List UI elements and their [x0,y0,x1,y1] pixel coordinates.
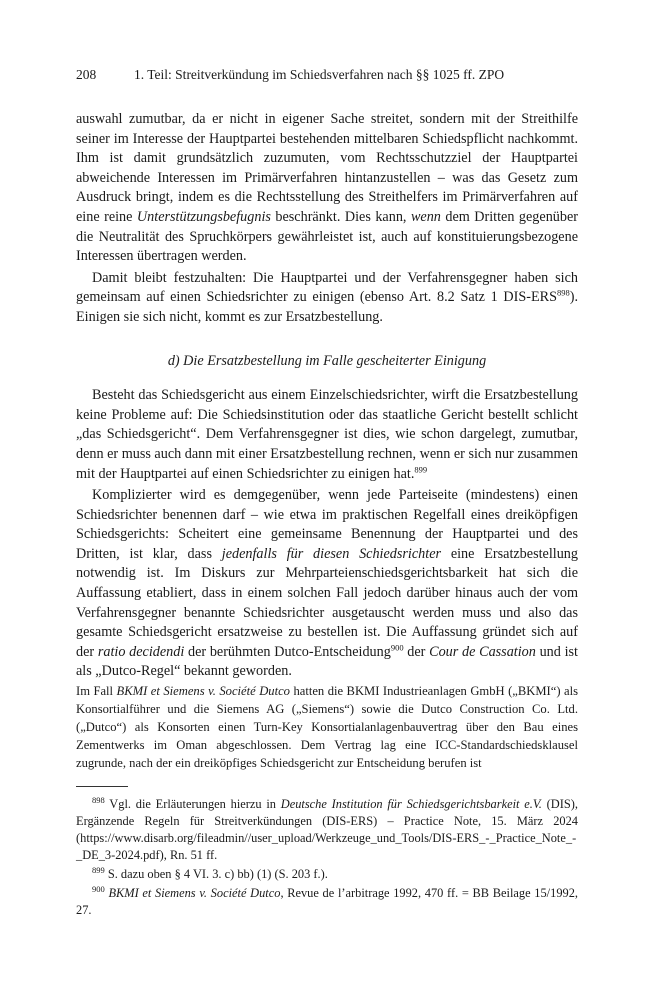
footnote-number: 900 [92,883,105,894]
text-run: Im Fall [76,684,117,699]
text-run: ). Einigen sie sich nicht, kommt es zur Ersatzbestellung. [76,289,578,325]
text-run: beschränkt. Dies kann, [270,208,411,225]
text-run: hatten die BKMI Industrieanlagen GmbH („BKMI“) als Konsortialführer und die Siemens AG („Siemens“) sowie die Dutco Construction Co. Ltd. („Dutco“) als Konsorten einen Turn-Key Konsortialanlagenbauvertrag über den Bau eines Zementwerks im Oman abgeschlossen. Dem Vertrag lag eine ICC-Standardschiedsklausel zugrunde, nach der ein dreiköpfiges Schiedsgericht zur Entscheidung berufen ist [76,684,578,771]
text-run: und ist als „Dutco-Regel“ bekannt geworden. [76,643,578,680]
italic-term: wenn [410,208,441,225]
text-run: Komplizierter wird es demgegenüber, wenn jede Parteiseite (mindestens) einen Schiedsrichter benennen darf – wie etwa im praktischen Regelfall eines dreiköpfigen Schiedsgerichts: Scheitert eine gemeinsame Benennung der Hauptpartei und des Dritten, ist klar, dass [76,487,578,562]
italic-term: BKMI et Siemens v. Société Dutco [116,684,290,699]
text-run: Damit bleibt festzuhalten: Die Hauptpartei und der Verfahrensgegner haben sich gemeinsam auf einen Schiedsrichter zu einigen (ebenso Art. 8.2 Satz 1 DIS-ERS [76,269,578,306]
footnote-898 [76,796,578,864]
footnote-number: 898 [92,794,105,805]
italic-term: Unterstützungsbefugnis [136,208,271,225]
running-title: 1. Teil: Streitverkündung im Schiedsverfahren nach §§ 1025 ff. ZPO [134,67,505,82]
case-summary-small-print [76,682,578,772]
footnote-number: 899 [92,864,105,875]
footnotes [76,796,578,921]
footnote-ref[interactable]: 900 [390,642,404,653]
text-run: der berühmten Dutco-Entscheidung [184,643,391,660]
text-run: der [403,643,430,660]
paragraph-4 [76,486,578,682]
italic-term: jedenfalls für diesen Schiedsrichter [221,545,442,562]
text-run: eine Ersatzbestellung notwendig ist. Im Diskurs zur Mehrparteienschiedsgerichtsbarkeit hat sich die Auffassung etabliert, dass in einem solchen Fall jedoch darüber hinaus auch der vom Verfahrensgegner benannte Schiedsrichter ausgetauscht werden muss und also das gesamte Schiedsgericht ersatzweise zu bestellen ist. Die Auffassung gründet sich auf der [76,545,578,660]
text-run: S. dazu oben § 4 VI. 3. c) bb) (1) (S. 203 f.). [104,867,328,881]
paragraph-2 [76,269,578,328]
main-text [76,110,578,772]
italic-term: Deutsche Institution für Schiedsgerichtsbarkeit e.V. [280,797,542,811]
footnote-899 [76,866,578,883]
text-run: Vgl. die Erläuterungen hierzu in [104,797,281,811]
paragraph-1 [76,110,578,267]
footnote-divider [76,786,128,787]
footnote-900 [76,885,578,919]
text-run: dem Dritten gegenüber die Neutralität des Spruchkörpers gewährleistet ist, auch auf konstituierungsbezogene Interessen übertragen werden. [76,208,578,265]
text-run: (DIS), Ergänzende Regeln für Streitverkündungen (DIS-ERS) – Practice Note, 15. März 2024 (https://www.disarb.org/fileadmin//user_upload/Werkzeuge_und_Tools/DIS-ERS_-_Practice_Note_-_DE_3-2024.pdf), Rn. 51 ff. [76,797,578,862]
italic-term: BKMI et Siemens v. Société Dutco [108,886,281,900]
text-run: auswahl zumutbar, da er nicht in eigener Sache streitet, sondern mit der Streithilfe seiner im Interesse der Hauptpartei bestehenden mittelbaren Schiedspflicht nachkommt. Ihm ist damit grundsätzlich zuzumuten, vom Rechtsschutzziel der Hauptpartei abweichende Interessen im Primärverfahren hintanzustellen – was das Gesetz zum Ausdruck bringt, indem es die Rechtsstellung des Streithelfers im Primärverfahren auf eine reine [76,111,578,225]
footnote-ref[interactable]: 899 [414,463,428,474]
section-heading: d) Die Ersatzbestellung im Falle gescheiterter Einigung [167,352,487,369]
italic-term: Cour de Cassation [429,643,536,660]
italic-term: ratio decidendi [97,643,185,660]
text-run: , Revue de l’arbitrage 1992, 470 ff. = BB Beilage 15/1992, 27. [76,886,578,917]
paragraph-3 [76,386,578,484]
text-run: Besteht das Schiedsgericht aus einem Einzelschiedsrichter, wirft die Ersatzbestellung keine Probleme auf: Die Schiedsinstitution oder das staatliche Gericht bestellt schlicht „das Schiedsgericht“. Dem Verfahrensgegner ist dies, wie schon dargelegt, zumutbar, denn er muss auch dann mit einer Ersatzbestellung rechnen, wenn er sich nur zusammen mit der Hauptpartei auf einen Schiedsrichter zu einigen hat. [76,387,578,482]
footnote-ref[interactable]: 898 [556,287,570,298]
page-number: 208 [76,67,97,82]
